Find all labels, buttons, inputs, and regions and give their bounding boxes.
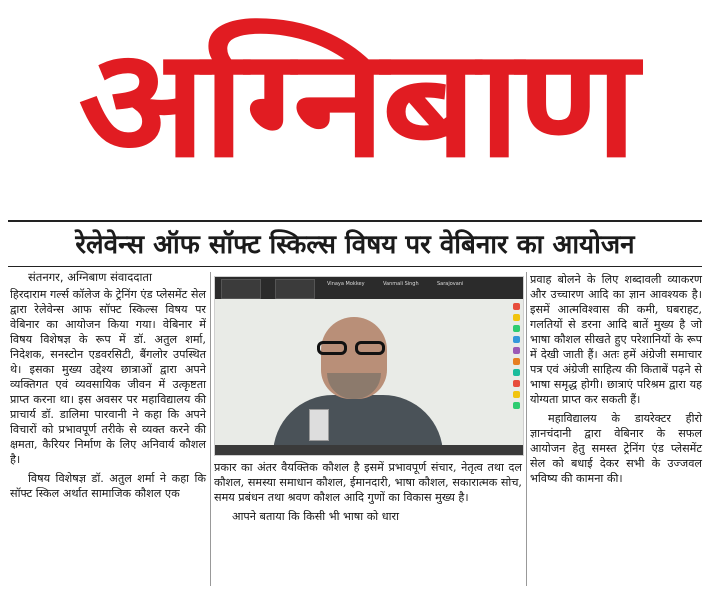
paragraph: विषय विशेषज्ञ डॉ. अतुल शर्मा ने कहा कि सॉफ्ट स्किल अर्थात सामाजिक कौशल एक (10, 472, 206, 500)
webinar-photo (214, 276, 524, 456)
participant-name: Sarajovani (437, 281, 464, 287)
column-divider (526, 272, 527, 586)
video-call-topbar (215, 277, 523, 299)
participant-name: Vanmali Singh (383, 281, 419, 287)
paragraph: महाविद्यालय के डायरेक्टर हीरो ज्ञानचंदानी द्वारा वेबिनार के सफल आयोजन हेतु समस्त ट्रेनिंग एंड प्लेसमेंट सेल को बधाई देकर सभी के उज्जवल भविष्य की कामना की। (530, 412, 702, 485)
newspaper-masthead (0, 0, 712, 205)
paragraph: आपने बताया कि किसी भी भाषा को धारा (232, 510, 400, 523)
participant-thumbnail (275, 279, 315, 299)
microphone-icon (309, 409, 329, 441)
glasses-icon (311, 341, 395, 355)
participant-name: Vinaya Mokkey (327, 281, 365, 287)
video-call-controls (215, 445, 523, 455)
headline-bottom-rule (8, 266, 702, 267)
dateline: संतनगर, अग्निबाण संवाददाता (28, 270, 152, 284)
article-column-2 (214, 460, 522, 524)
reaction-sidebar (513, 303, 521, 413)
article-column-1 (10, 270, 206, 501)
headline-top-rule (8, 220, 702, 222)
paragraph: प्रकार का अंतर वैयक्तिक कौशल है इसमें प्रभावपूर्ण संचार, नेतृत्व तथा दल कौशल, समस्या समाधान कौशल, ईमानदारी, भाषा कौशल, सकारात्मक सोच, समय प्रबंधन तथा श्रवण कौशल आदि गुणों का विकास मुख्य है। (214, 461, 522, 504)
article-column-3 (530, 272, 702, 486)
column-divider (210, 272, 211, 586)
article-headline: रेलेवेन्स ऑफ सॉफ्ट स्किल्स विषय पर वेबिनार का आयोजन (75, 230, 635, 260)
participant-thumbnail (221, 279, 261, 299)
agniban-logo: अग्निबाण (78, 17, 634, 191)
paragraph: हिरदाराम गर्ल्स कॉलेज के ट्रेनिंग एंड प्लेसमेंट सेल द्वारा रेलेवेन्स आफ सॉफ्ट स्किल्स विषय पर वेबिनार का आयोजन किया गया। वेबिनार में विषय विशेषज्ञ के रूप में डॉ. अतुल शर्मा, निदेशक, सनस्टोन एडवरसिटी, बैंगलोर उपस्थित थे। इसका मुख्य उद्देश्य छात्राओं द्वारा अपने व्यक्तिगत एवं व्यवसायिक जीवन में उत्कृष्टता प्राप्त करना था। इस अवसर पर महाविद्यालय की प्राचार्य डॉ. डालिमा पारवानी ने कहा कि अपने विचारों को प्रभावपूर्ण तरीके से व्यक्त करने की क्षमता, कैरियर निर्माण के लिए अनिवार्य कौशल है। (10, 288, 206, 466)
paragraph: प्रवाह बोलने के लिए शब्दावली व्याकरण और उच्चारण आदि का ज्ञान आवश्यक है। इसमें आत्मविश्वास की कमी, घबराहट, गलतियों से डरना आदि बातें मुख्य है जो भाषा कौशल सीखते हुए परेशानियों के रूप में देखी जाती हैं। अतः हमें अंग्रेजी समाचार पत्र एवं अंग्रेजी साहित्य की किताबें पढ़ने से भाषा समृद्ध होगी। छात्राएं परिश्रम द्वारा यह योग्यता प्राप्त कर सकती हैं। (530, 273, 702, 406)
